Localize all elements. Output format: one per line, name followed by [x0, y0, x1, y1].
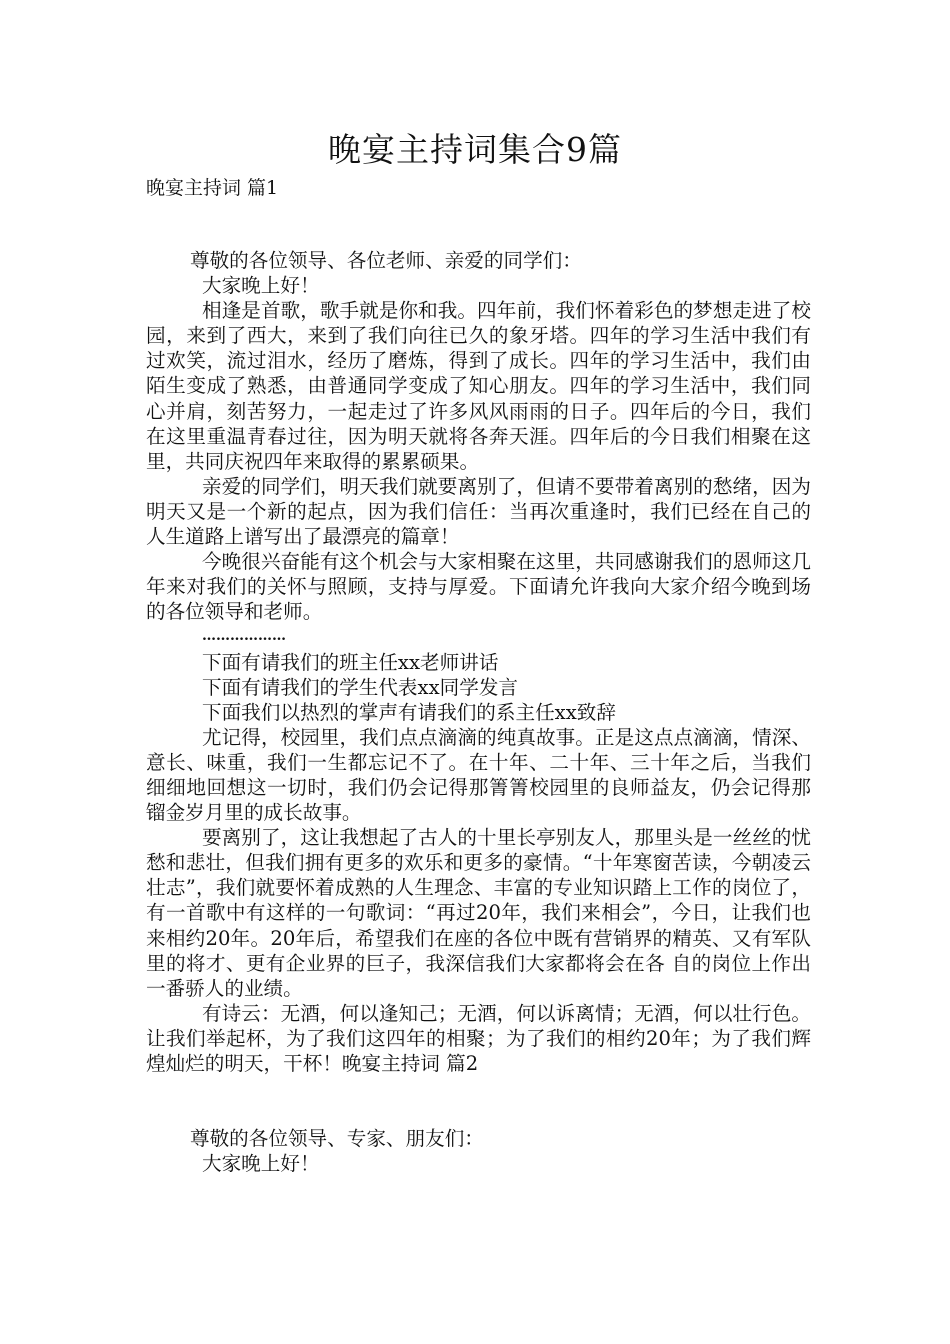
ellipsis-line: ………………	[202, 628, 286, 645]
section-gap	[146, 1076, 811, 1126]
paragraph-1: 相逢是首歌，歌手就是你和我。四年前，我们怀着彩色的梦想走进了校园，来到了西大，来到了我们向往已久的象牙塔。四年的学习生活中我们有过欢笑，流过泪水，经历了磨炼，得到了成长。四年的学习生活中，我们由陌生变成了熟悉，由普通同学变成了知心朋友。四年的学习生活中，我们同心并肩，刻苦努力，一起走过了许多风风雨雨的日子。四年后的今日，我们在这里重温青春过往，因为明天就将各奔天涯。四年后的今日我们相聚在这里，共同庆祝四年来取得的累累硕果。	[146, 299, 811, 473]
paragraph-6: 有诗云：无酒，何以逢知己；无酒，何以诉离情；无酒，何以壮行色。让我们举起杯，为了我们这四年的相聚；为了我们的相约20年；为了我们辉煌灿烂的明天，干杯！晚宴主持词 篇2	[146, 1001, 811, 1075]
salutation-2: 尊敬的各位领导、专家、朋友们：	[190, 1127, 484, 1151]
document-body	[146, 248, 811, 1176]
section-heading-1: 晚宴主持词 篇1	[146, 177, 279, 199]
paragraph-3: 今晚很兴奋能有这个机会与大家相聚在这里，共同感谢我们的恩师这几年来对我们的关怀与照顾，支持与厚爱。下面请允许我向大家介绍今晚到场的各位领导和老师。	[146, 550, 811, 624]
paragraph-4: 尤记得，校园里，我们点点滴滴的纯真故事。正是这点点滴滴，情深、意长、味重，我们一生都忘记不了。在十年、二十年、三十年之后，当我们细细地回想这一切时，我们仍会记得那箐箐校园里的良师益友，仍会记得那镏金岁月里的成长故事。	[146, 725, 811, 825]
greeting-2: 大家晚上好！	[202, 1152, 320, 1176]
paragraph-5: 要离别了，这让我想起了古人的十里长亭别友人，那里头是一丝丝的忧愁和悲壮，但我们拥有更多的欢乐和更多的豪情。“十年寒窗苦读，今朝凌云壮志”，我们就要怀着成熟的人生理念、丰富的专业知识踏上工作的岗位了，有一首歌中有这样的一句歌词：“再过20年，我们来相会”，今日，让我们也来相约20年。20年后，希望我们在座的各位中既有营销界的精英、又有军队里的将才、更有企业界的巨子，我深信我们大家都将会在各 自的岗位上作出一番骄人的业绩。	[146, 826, 811, 1000]
salutation-1: 尊敬的各位领导、各位老师、亲爱的同学们：	[190, 249, 582, 272]
document-title: 晚宴主持词集合9篇	[328, 130, 622, 169]
program-line-1: 下面有请我们的班主任xx老师讲话	[202, 650, 499, 674]
greeting-1: 大家晚上好！	[202, 274, 320, 298]
paragraph-2: 亲爱的同学们，明天我们就要离别了，但请不要带着离别的愁绪，因为明天又是一个新的起点，因为我们信任：当再次重逢时，我们已经在自己的人生道路上谱写出了最漂亮的篇章！	[146, 474, 811, 549]
program-line-2: 下面有请我们的学生代表xx同学发言	[202, 675, 519, 699]
program-line-3: 下面我们以热烈的掌声有请我们的系主任xx致辞	[202, 700, 616, 724]
